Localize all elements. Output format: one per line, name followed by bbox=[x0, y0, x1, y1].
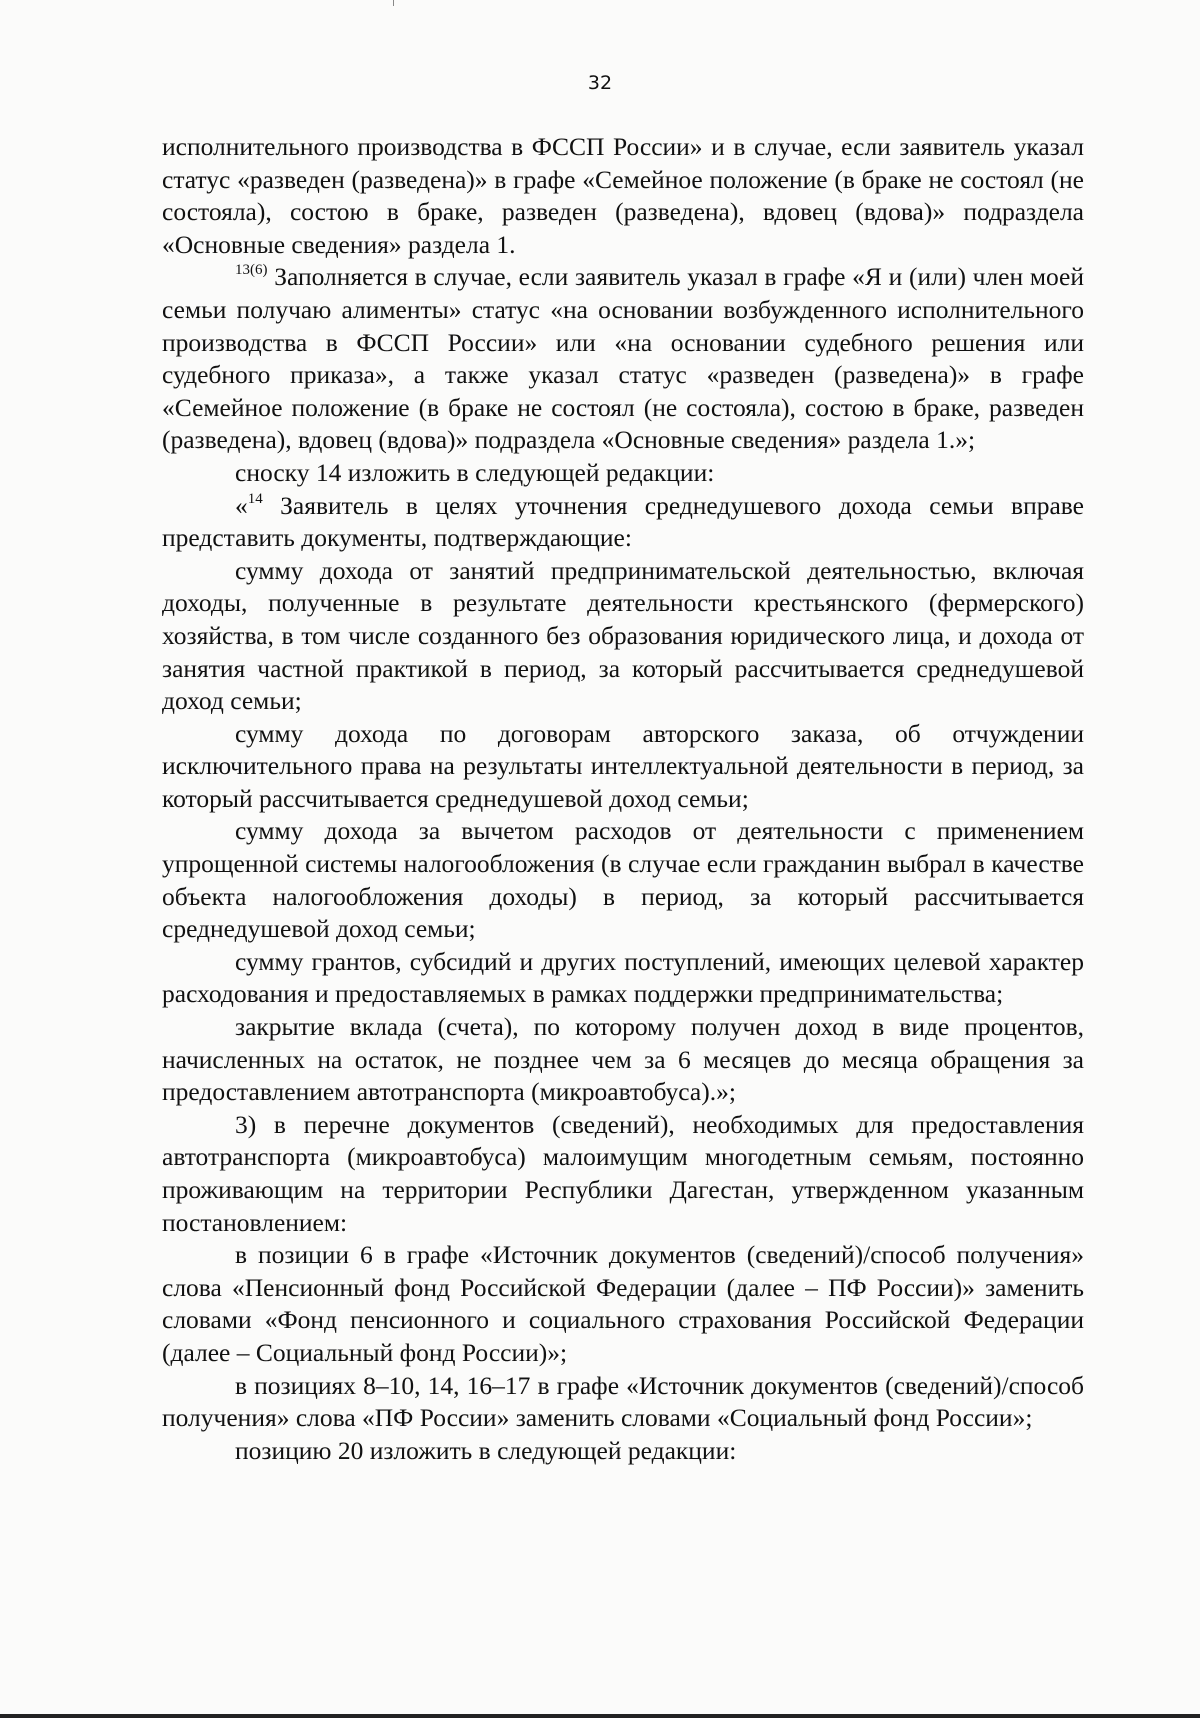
paragraph-4-text: Заявитель в целях уточнения среднедушевого дохода семьи вправе представить документы, подтверждающие: bbox=[162, 490, 1084, 553]
paragraph-13: позицию 20 изложить в следующей редакции: bbox=[235, 1435, 737, 1465]
scan-bottom-edge bbox=[0, 1714, 1200, 1718]
page-number: 32 bbox=[587, 72, 613, 94]
paragraph-10: 3) в перечне документов (сведений), необходимых для предоставления автотранспорта (микроавтобуса) малоимущим многодетным семьям, постоянно проживающим на территории Республики Дагестан, утвержденном указанным постановлением: bbox=[162, 1109, 1084, 1237]
footnote-14-marker: 14 bbox=[247, 490, 263, 507]
paragraph-9: закрытие вклада (счета), по которому получен доход в виде процентов, начисленных на остаток, не позднее чем за 6 месяцев до месяца обращения за предоставлением автотранспорта (микроавтобуса).»; bbox=[162, 1012, 1084, 1107]
paragraph-12: в позициях 8–10, 14, 16–17 в графе «Источник документов (сведений)/способ получения» слова «ПФ России» заменить словами «Социальный фонд России»; bbox=[162, 1370, 1084, 1433]
footnote-13-6-marker: 13(6) bbox=[235, 262, 268, 279]
paragraph-8: сумму грантов, субсидий и других поступлений, имеющих целевой характер расходования и предоставляемых в рамках поддержки предпринимательства; bbox=[162, 946, 1084, 1009]
paragraph-6: сумму дохода по договорам авторского заказа, об отчуждении исключительного права на результаты интеллектуальной деятельности в период, за который рассчитывается среднедушевой доход семьи; bbox=[162, 718, 1084, 813]
scan-artifact bbox=[393, 0, 394, 6]
paragraph-2 bbox=[162, 261, 1084, 457]
document-body bbox=[162, 131, 1084, 1467]
paragraph-7: сумму дохода за вычетом расходов от деятельности с применением упрощенной системы налогообложения (в случае если гражданин выбрал в качестве объекта налогообложения доходы) в период, за который рассчитывается среднедушевой доход семьи; bbox=[162, 816, 1084, 944]
paragraph-5: сумму дохода от занятий предпринимательской деятельностью, включая доходы, полученные в результате деятельности крестьянского (фермерского) хозяйства, в том числе созданного без образования юридического лица, и дохода от занятия частной практикой в период, за который рассчитывается среднедушевой доход семьи; bbox=[162, 555, 1084, 716]
open-quote: « bbox=[235, 490, 248, 520]
paragraph-1: исполнительного производства в ФССП России» и в случае, если заявитель указал статус «разведен (разведена)» в графе «Семейное положение (в браке не состоял (не состояла), состою в браке, разведен (разведена), вдовец (вдова)» подраздела «Основные сведения» раздела 1. bbox=[162, 132, 1084, 259]
paragraph-2-text: Заполняется в случае, если заявитель указал в графе «Я и (или) член моей семьи получаю алименты» статус «на основании возбужденного исполнительного производства в ФССП России» или «на основании судебного решения или судебного приказа», а также указал статус «разведен (разведена)» в графе «Семейное положение (в браке не состоял (не состояла), состою в браке, разведен (разведена), вдовец (вдова)» подраздела «Основные сведения» раздела 1.»; bbox=[162, 262, 1084, 455]
paragraph-4 bbox=[162, 490, 1084, 555]
paragraph-3: сноску 14 изложить в следующей редакции: bbox=[235, 457, 715, 487]
paragraph-11: в позиции 6 в графе «Источник документов (сведений)/способ получения» слова «Пенсионный фонд Российской Федерации (далее – ПФ России)» заменить словами «Фонд пенсионного и социального страхования Российской Федерации (далее – Социальный фонд России)»; bbox=[162, 1240, 1084, 1367]
